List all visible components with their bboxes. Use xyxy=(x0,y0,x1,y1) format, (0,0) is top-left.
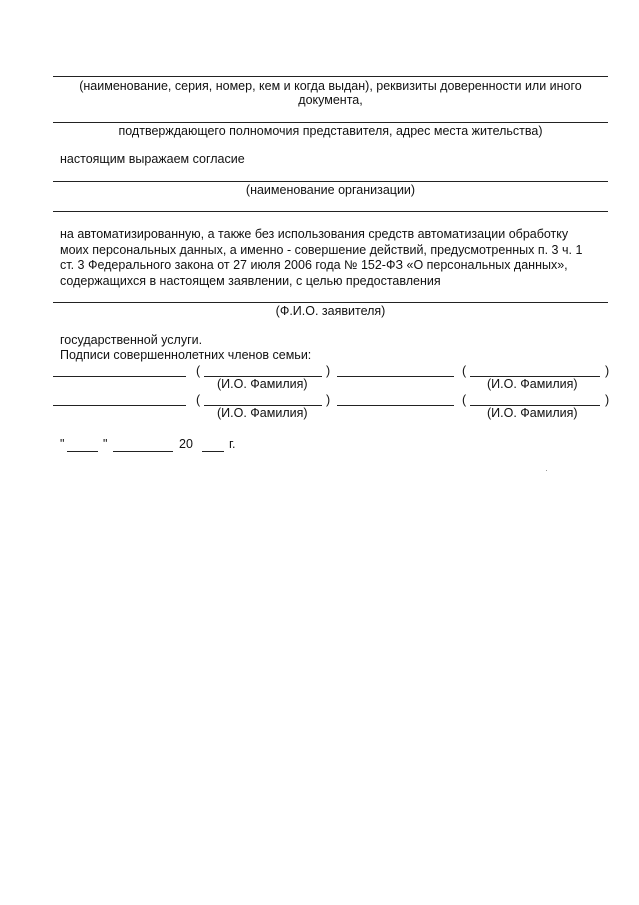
paragraph-line: на автоматизированную, а также без использования средств автоматизации обработку xyxy=(60,227,569,241)
paren-close: ) xyxy=(326,364,331,378)
consent-statement: настоящим выражаем согласие xyxy=(60,152,245,166)
organization-caption: (наименование организации) xyxy=(245,183,416,197)
date-quote-close: " xyxy=(103,437,108,451)
paren-close: ) xyxy=(605,393,610,407)
document-details-caption: (наименование, серия, номер, кем и когда выдан), реквизиты доверенности или иного xyxy=(79,79,582,93)
signatures-heading: Подписи совершеннолетних членов семьи: xyxy=(60,348,312,362)
paragraph-line: содержащихся в настоящем заявлении, с целью предоставления xyxy=(60,273,441,288)
date-year-field[interactable] xyxy=(202,451,224,452)
document-details-caption-cont: документа, xyxy=(298,93,363,107)
date-day-field[interactable] xyxy=(67,451,98,452)
paragraph-line: моих персональных данных, а именно - совершение действий, предусмотренных п. 3 ч. 1 xyxy=(60,242,583,257)
signature-caption: (И.О. Фамилия) xyxy=(487,377,578,391)
scan-speck xyxy=(546,470,547,471)
paren-close: ) xyxy=(605,364,610,378)
consent-paragraph xyxy=(60,227,607,289)
signature-line[interactable] xyxy=(337,376,454,377)
paren-open: ( xyxy=(462,393,467,407)
paren-open: ( xyxy=(196,364,201,378)
applicant-name-caption: (Ф.И.О. заявителя) xyxy=(275,304,386,318)
paren-open: ( xyxy=(196,393,201,407)
authority-caption: подтверждающего полномочия представителя, адрес места жительства) xyxy=(118,124,543,138)
signature-line[interactable] xyxy=(337,405,454,406)
paren-open: ( xyxy=(462,364,467,378)
signature-caption: (И.О. Фамилия) xyxy=(217,406,308,420)
organization-line[interactable] xyxy=(53,181,608,182)
date-quote-open: " xyxy=(60,437,65,451)
signature-line[interactable] xyxy=(53,376,186,377)
authority-line[interactable] xyxy=(53,122,608,123)
service-text: государственной услуги. xyxy=(60,333,203,347)
date-year-prefix: 20 xyxy=(179,437,193,451)
organization-line-2[interactable] xyxy=(53,211,608,212)
applicant-name-line[interactable] xyxy=(53,302,608,303)
paragraph-line: ст. 3 Федерального закона от 27 июля 2006 года № 152-ФЗ «О персональных данных», xyxy=(60,258,568,272)
signature-caption: (И.О. Фамилия) xyxy=(487,406,578,420)
document-details-line[interactable] xyxy=(53,76,608,77)
signature-line[interactable] xyxy=(53,405,186,406)
date-year-suffix: г. xyxy=(229,437,236,451)
signature-caption: (И.О. Фамилия) xyxy=(217,377,308,391)
paren-close: ) xyxy=(326,393,331,407)
date-month-field[interactable] xyxy=(113,451,173,452)
